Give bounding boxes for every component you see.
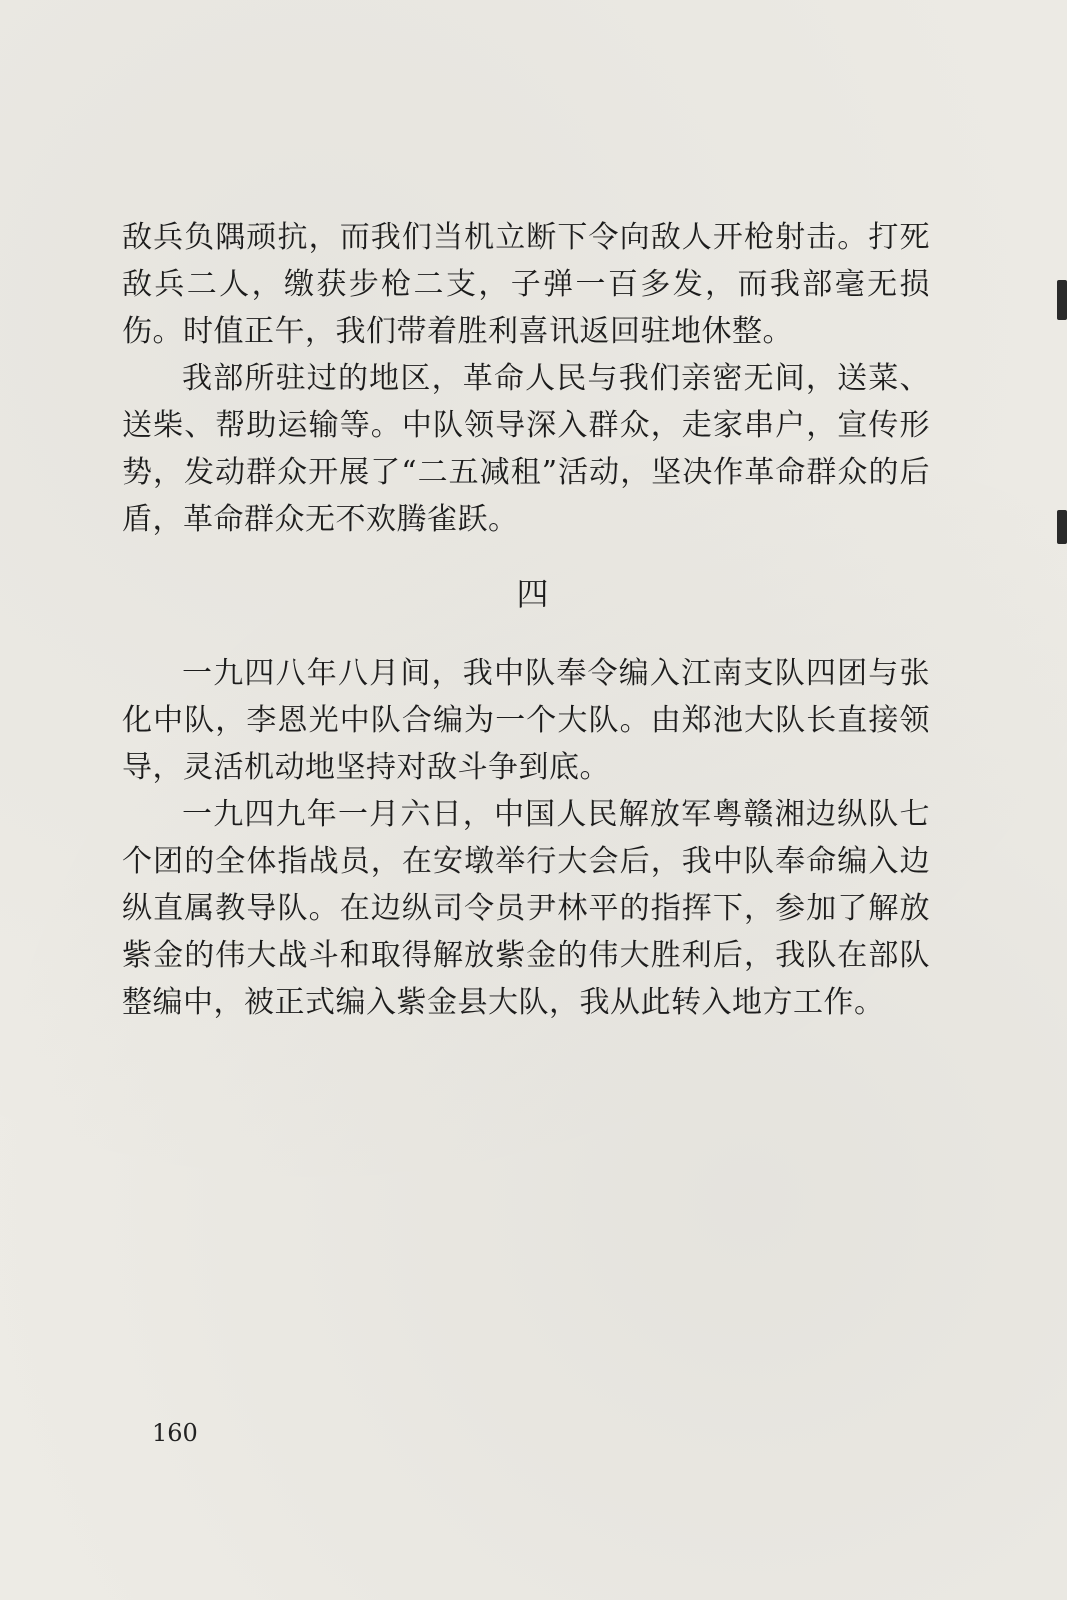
paragraph-support-of-people: 我部所驻过的地区，革命人民与我们亲密无间，送菜、送柴、帮助运输等。中队领导深入群众，走家串户，宣传形势，发动群众开展了“二五减租”活动，坚决作革命群众的后盾，革命群众无不欢腾雀跃。 bbox=[122, 361, 930, 537]
paragraph-continuation: 敌兵负隅顽抗，而我们当机立断下令向敌人开枪射击。打死敌兵二人，缴获步枪二支，子弹一百多发，而我部毫无损伤。时值正午，我们带着胜利喜讯返回驻地休整。 bbox=[122, 220, 930, 349]
paragraph-1949-liberation: 一九四九年一月六日，中国人民解放军粤赣湘边纵队七个团的全体指战员，在安墩举行大会后，我中队奉命编入边纵直属教导队。在边纵司令员尹林平的指挥下，参加了解放紫金的伟大战斗和取得解放紫金的伟大胜利后，我队在部队整编中，被正式编入紫金县大队，我从此转入地方工作。 bbox=[122, 797, 930, 1020]
section-four-text bbox=[122, 650, 930, 1026]
section-heading-four: 四 bbox=[516, 575, 551, 613]
scan-edge-mark bbox=[1057, 510, 1067, 544]
page-number: 160 bbox=[152, 1419, 198, 1447]
paragraph-1948-reorganization: 一九四八年八月间，我中队奉令编入江南支队四团与张化中队，李恩光中队合编为一个大队。由郑池大队长直接领导，灵活机动地坚持对敌斗争到底。 bbox=[122, 656, 930, 785]
scan-edge-mark bbox=[1057, 280, 1067, 320]
section-three-text bbox=[122, 214, 930, 543]
